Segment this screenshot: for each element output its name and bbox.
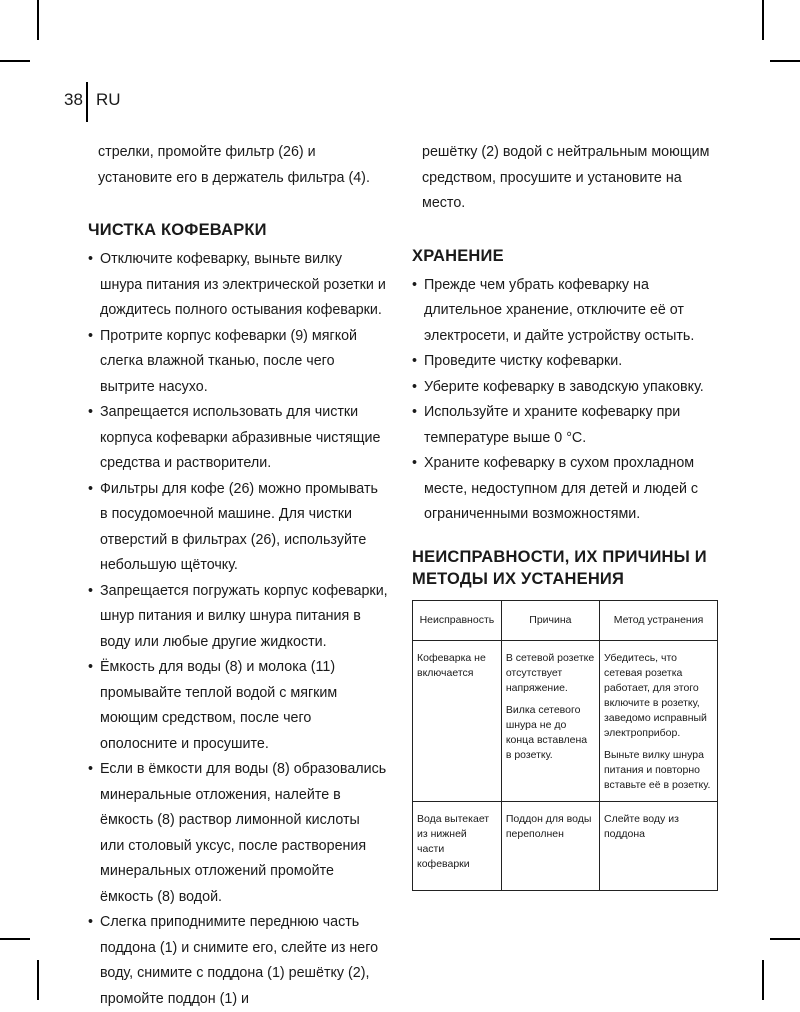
crop-mark-top-right xyxy=(762,0,764,40)
right-column xyxy=(412,140,718,891)
table-cell-cause: В сетевой розетке отсутствует напряжение. Вилка сетевого шнура не до конца вставлена в розетку. xyxy=(501,640,599,801)
left-column xyxy=(88,140,388,1012)
storage-list xyxy=(412,273,718,528)
list-item: • Протрите корпус кофеварки (9) мягкой слегка влажной тканью, после чего вытрите насухо. xyxy=(88,327,358,395)
table-cell-remedy: Слейте воду из поддона xyxy=(599,801,717,890)
continuation-text: стрелки, промойте фильтр (26) и установите его в держатель фильтра (4). xyxy=(98,144,370,186)
list-item: • Если в ёмкости для воды (8) образовались минеральные отложения, налейте в ёмкость (8) раствор лимонной кислоты или столовый уксус, после растворения минеральных отложений промойте ёмкость (8) водой. xyxy=(88,761,387,905)
table-row xyxy=(413,640,718,801)
list-item: • Запрещается погружать корпус кофеварки, шнур питания и вилку шнура питания в воду или любые другие жидкости. xyxy=(88,582,388,650)
table-cell-cause: Поддон для воды переполнен xyxy=(501,801,599,890)
cleaning-list xyxy=(88,247,388,1012)
continuation-text: решётку (2) водой с нейтральным моющим средством, просушите и установите на место. xyxy=(422,144,710,211)
table-cell-fault: Кофеварка не включается xyxy=(413,640,502,801)
list-item: • Уберите кофеварку в заводскую упаковку. xyxy=(412,378,704,395)
crop-mark-bottom-right xyxy=(762,960,764,1000)
table-row xyxy=(413,801,718,890)
cleaning-heading: ЧИСТКА КОФЕВАРКИ xyxy=(88,221,267,239)
troubleshooting-table xyxy=(412,600,718,891)
crop-mark-bottom-right-h xyxy=(770,938,800,940)
storage-heading: ХРАНЕНИЕ xyxy=(412,246,504,265)
table-header-row xyxy=(413,600,718,640)
column-header-remedy: Метод устранения xyxy=(599,600,717,640)
list-item: • Отключите кофеварку, выньте вилку шнура питания из электрической розетки и дождитесь полного остывания кофеварки. xyxy=(88,251,386,318)
column-header-cause: Причина xyxy=(501,600,599,640)
crop-mark-top-right-h xyxy=(770,60,800,62)
column-header-fault: Неисправность xyxy=(413,600,502,640)
table-cell-fault: Вода вытекает из нижней части кофеварки xyxy=(413,801,502,890)
list-item: • Фильтры для кофе (26) можно промывать в посудомоечной машине. Для чистки отверстий в фильтрах (26), используйте небольшую щёточку. xyxy=(88,480,378,573)
troubleshooting-heading: НЕИСПРАВНОСТИ, ИХ ПРИЧИНЫ И МЕТОДЫ ИХ УСТАНЕНИЯ xyxy=(412,547,707,588)
crop-mark-bottom-left-h xyxy=(0,938,30,940)
list-item: • Запрещается использовать для чистки корпуса кофеварки абразивные чистящие средства и растворители. xyxy=(88,404,381,471)
list-item: • Прежде чем убрать кофеварку на длительное хранение, отключите её от электросети, и дайте устройству остыть. xyxy=(412,276,695,344)
crop-mark-top-left-h xyxy=(0,60,30,62)
list-item: • Используйте и храните кофеварку при температуре выше 0 °С. xyxy=(412,404,681,446)
list-item: • Храните кофеварку в сухом прохладном месте, недоступном для детей и людей с ограниченными возможностями. xyxy=(412,455,699,522)
list-item: • Проведите чистку кофеварки. xyxy=(412,353,623,369)
crop-mark-bottom-left xyxy=(37,960,39,1000)
table-cell-remedy: Убедитесь, что сетевая розетка работает, для этого включите в розетку, заведомо исправный электроприбор. Выньте вилку шнура питания и повторно вставьте её в розетку. xyxy=(599,640,717,801)
language-label: RU xyxy=(96,90,121,109)
page-number-divider xyxy=(86,82,88,122)
crop-mark-top-left xyxy=(37,0,39,40)
list-item: • Слегка приподнимите переднюю часть поддона (1) и снимите его, слейте из него воду, снимите с поддона (1) решётку (2), промойте поддон (1) и xyxy=(88,914,379,1007)
page-number: 38 xyxy=(64,90,83,109)
list-item: • Ёмкость для воды (8) и молока (11) промывайте теплой водой с мягким моющим средством, после чего ополосните и просушите. xyxy=(88,659,338,752)
